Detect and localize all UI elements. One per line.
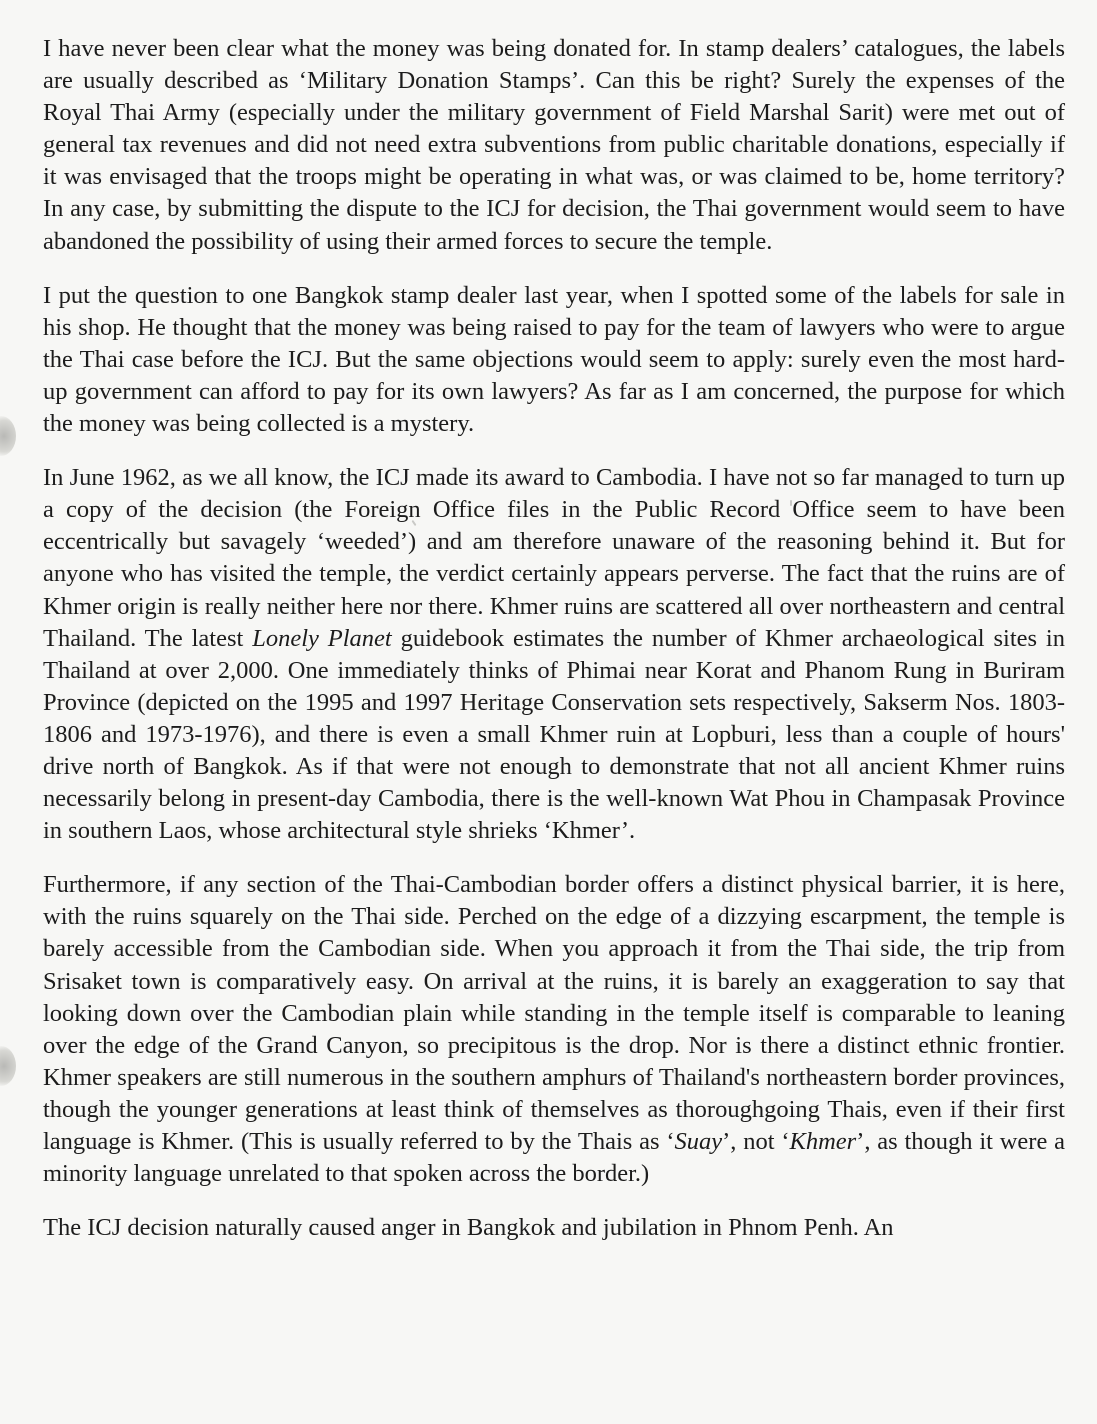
italic-term: Khmer <box>789 1128 857 1155</box>
text-run: The ICJ decision naturally caused anger in Bangkok and jubilation in Phnom Penh. An <box>43 1214 894 1242</box>
article-body <box>43 33 1065 1244</box>
paragraph <box>43 280 1065 440</box>
text-run: I put the question to one Bangkok stamp dealer last year, when I spotted some of the labels for sale in his shop. He thought that the money was being raised to pay for the team of lawyers who were to argue the Thai case before the ICJ. But the same objections would seem to apply: surely even the most hard-up government can afford to pay for its own lawyers? As far as I am concerned, the purpose for which the money was being collected is a mystery. <box>43 281 1065 438</box>
paragraph <box>43 1212 1065 1244</box>
paragraph <box>43 462 1065 847</box>
book-title: Lonely Planet <box>252 624 392 652</box>
punch-hole-mark <box>0 416 16 456</box>
text-run: guidebook estimates the number of Khmer archaeological sites in Thailand at over 2,000. One immediately thinks of Phimai near Korat and Phanom Rung in Buriram Province (depicted on the 1995 and 1997 Heritage Conservation sets respectively, Sakserm Nos. 1803-1806 and 1973-1976), and there is even a small Khmer ruin at Lopburi, less than a couple of hours' drive north of Bangkok. As if that were not enough to demonstrate that not all ancient Khmer ruins necessarily belong in present-day Cambodia, there is the well-known Wat Phou in Champasak Province in southern Laos, whose architectural style shrieks ‘Khmer’. <box>43 624 1065 845</box>
paragraph <box>43 33 1065 258</box>
text-run: ’, not ‘ <box>722 1128 790 1155</box>
paragraph <box>43 869 1065 1190</box>
italic-term: Suay <box>674 1128 723 1155</box>
text-run: I have never been clear what the money was being donated for. In stamp dealers’ catalogues, the labels are usually described as ‘Military Donation Stamps’. Can this be right? Surely the expenses of the Royal Thai Army (especially under the military government of Field Marshal Sarit) were met out of general tax revenues and did not need extra subventions from public charitable donations, especially if it was envisaged that the troops might be operating in what was, or was claimed to be, home territory? In any case, by submitting the dispute to the ICJ for decision, the Thai government would seem to have abandoned the possibility of using their armed forces to secure the temple. <box>43 35 1065 255</box>
punch-hole-mark <box>0 1046 16 1086</box>
text-run: In June 1962, as we all know, the ICJ made its award to Cambodia. I have not so far managed to turn up a copy of the decision (the Foreign Office files in the Public Record Office seem to have been eccentrically but savagely ‘weeded’) and am therefore unaware of the reasoning behind it. But for anyone who has visited the temple, the verdict certainly appears perverse. The fact that the ruins are of Khmer origin is really neither here nor there. Khmer ruins are scattered all over northeastern and central Thailand. The latest <box>43 464 1065 652</box>
text-run: Furthermore, if any section of the Thai-Cambodian border offers a distinct physical barrier, it is here, with the ruins squarely on the Thai side. Perched on the edge of a dizzying escarpment, the temple is barely accessible from the Cambodian side. When you approach it from the Thai side, the trip from Srisaket town is comparatively easy. On arrival at the ruins, it is barely an exaggeration to say that looking down over the Cambodian plain while standing in the temple itself is comparable to leaning over the edge of the Grand Canyon, so precipitous is the drop. Nor is there a distinct ethnic frontier. Khmer speakers are still numerous in the southern amphurs of Thailand's northeastern border provinces, though the younger generations at least think of themselves as thoroughgoing Thais, even if their first language is Khmer. (This is usually referred to by the Thais as ‘ <box>43 871 1065 1155</box>
text-run: ’, as though it were a minority language unrelated to that spoken across the border.) <box>43 1128 1066 1188</box>
